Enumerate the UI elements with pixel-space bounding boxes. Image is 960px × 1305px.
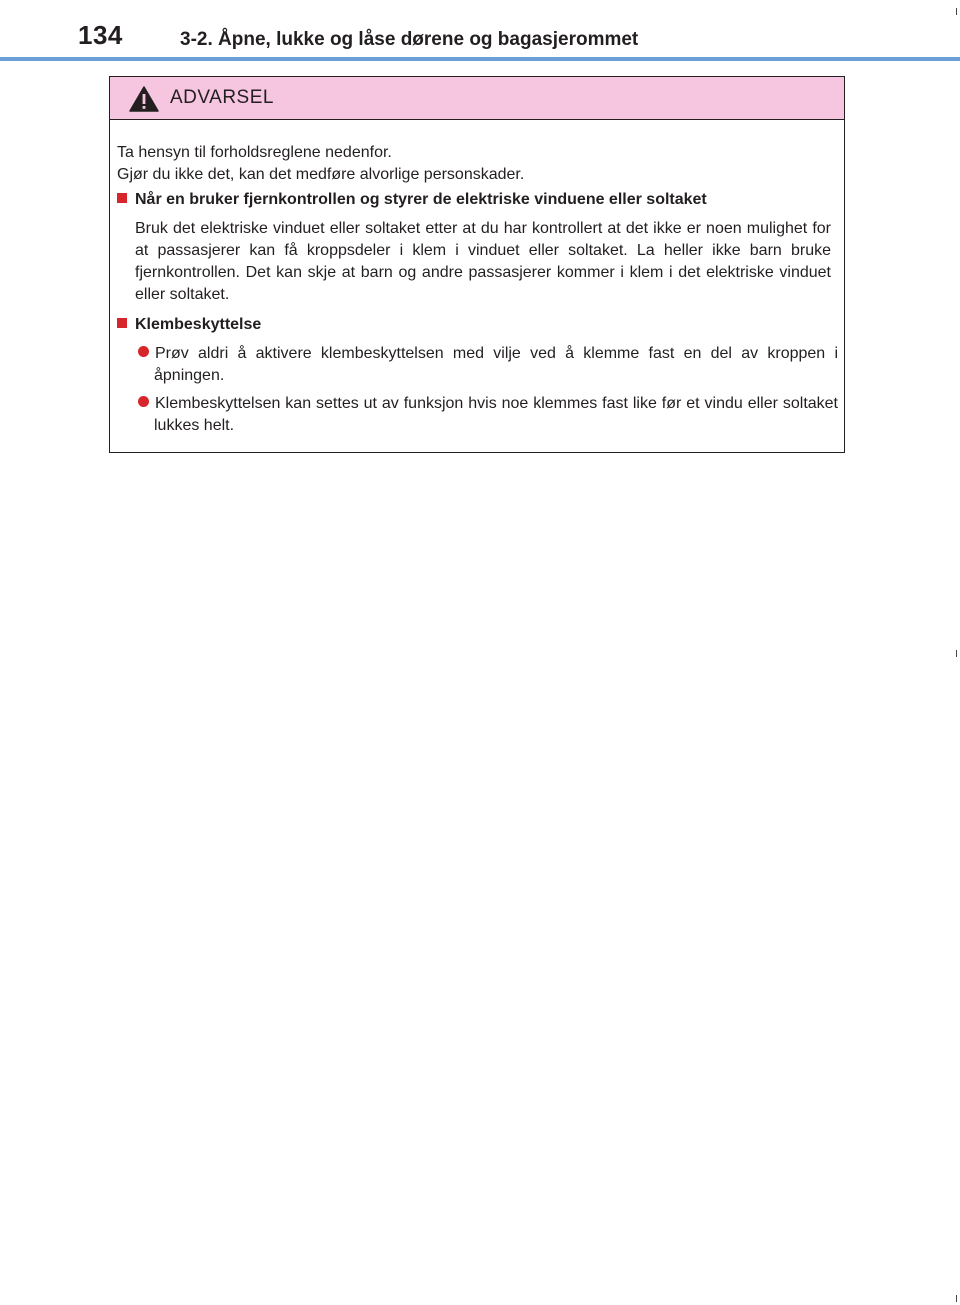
remote-control-paragraph: Bruk det elektriske vinduet eller soltaket etter at du har kontrollert at det ikke er noen mulighet for at passasjerer kan få kroppsdeler i klem i vinduet eller soltaket. La heller ikke barn bruke fjernkontrollen. Det kan skje at barn og andre passasjerer kommer i klem i det elektriske vinduet eller soltaket.	[135, 220, 831, 303]
subheading-text: Klembeskyttelse	[135, 316, 262, 333]
round-bullet-icon	[138, 396, 149, 407]
page-number: 134	[78, 20, 123, 50]
warning-header	[110, 77, 844, 120]
square-bullet-icon	[117, 193, 127, 203]
warning-title: ADVARSEL	[170, 87, 274, 108]
subheading-text: Når en bruker fjernkontrollen og styrer de elektriske vinduene eller soltaket	[135, 191, 707, 208]
intro-line: Gjør du ikke det, kan det medføre alvorlige personskader.	[117, 166, 525, 183]
header-rule	[0, 57, 960, 61]
list-item	[138, 393, 838, 437]
square-bullet-icon	[117, 318, 127, 328]
warning-box	[109, 76, 845, 453]
subheading-remote-control	[117, 189, 707, 211]
warning-intro	[117, 142, 837, 186]
crop-mark	[956, 650, 957, 657]
crop-mark	[956, 1295, 957, 1302]
page-header	[0, 0, 960, 62]
list-item	[138, 343, 838, 387]
section-title: 3-2. Åpne, lukke og låse dørene og bagasjerommet	[180, 29, 639, 50]
subheading-pinch-protection	[117, 314, 261, 336]
intro-line: Ta hensyn til forholdsreglene nedenfor.	[117, 144, 392, 161]
round-bullet-icon	[138, 346, 149, 357]
bullet-text: Klembeskyttelsen kan settes ut av funksjon hvis noe klemmes fast like før et vindu eller soltaket lukkes helt.	[154, 395, 838, 434]
crop-mark	[956, 8, 957, 15]
bullet-text: Prøv aldri å aktivere klembeskyttelsen med vilje ved å klemme fast en del av kroppen i åpningen.	[154, 345, 838, 384]
warning-triangle-icon	[129, 86, 159, 112]
